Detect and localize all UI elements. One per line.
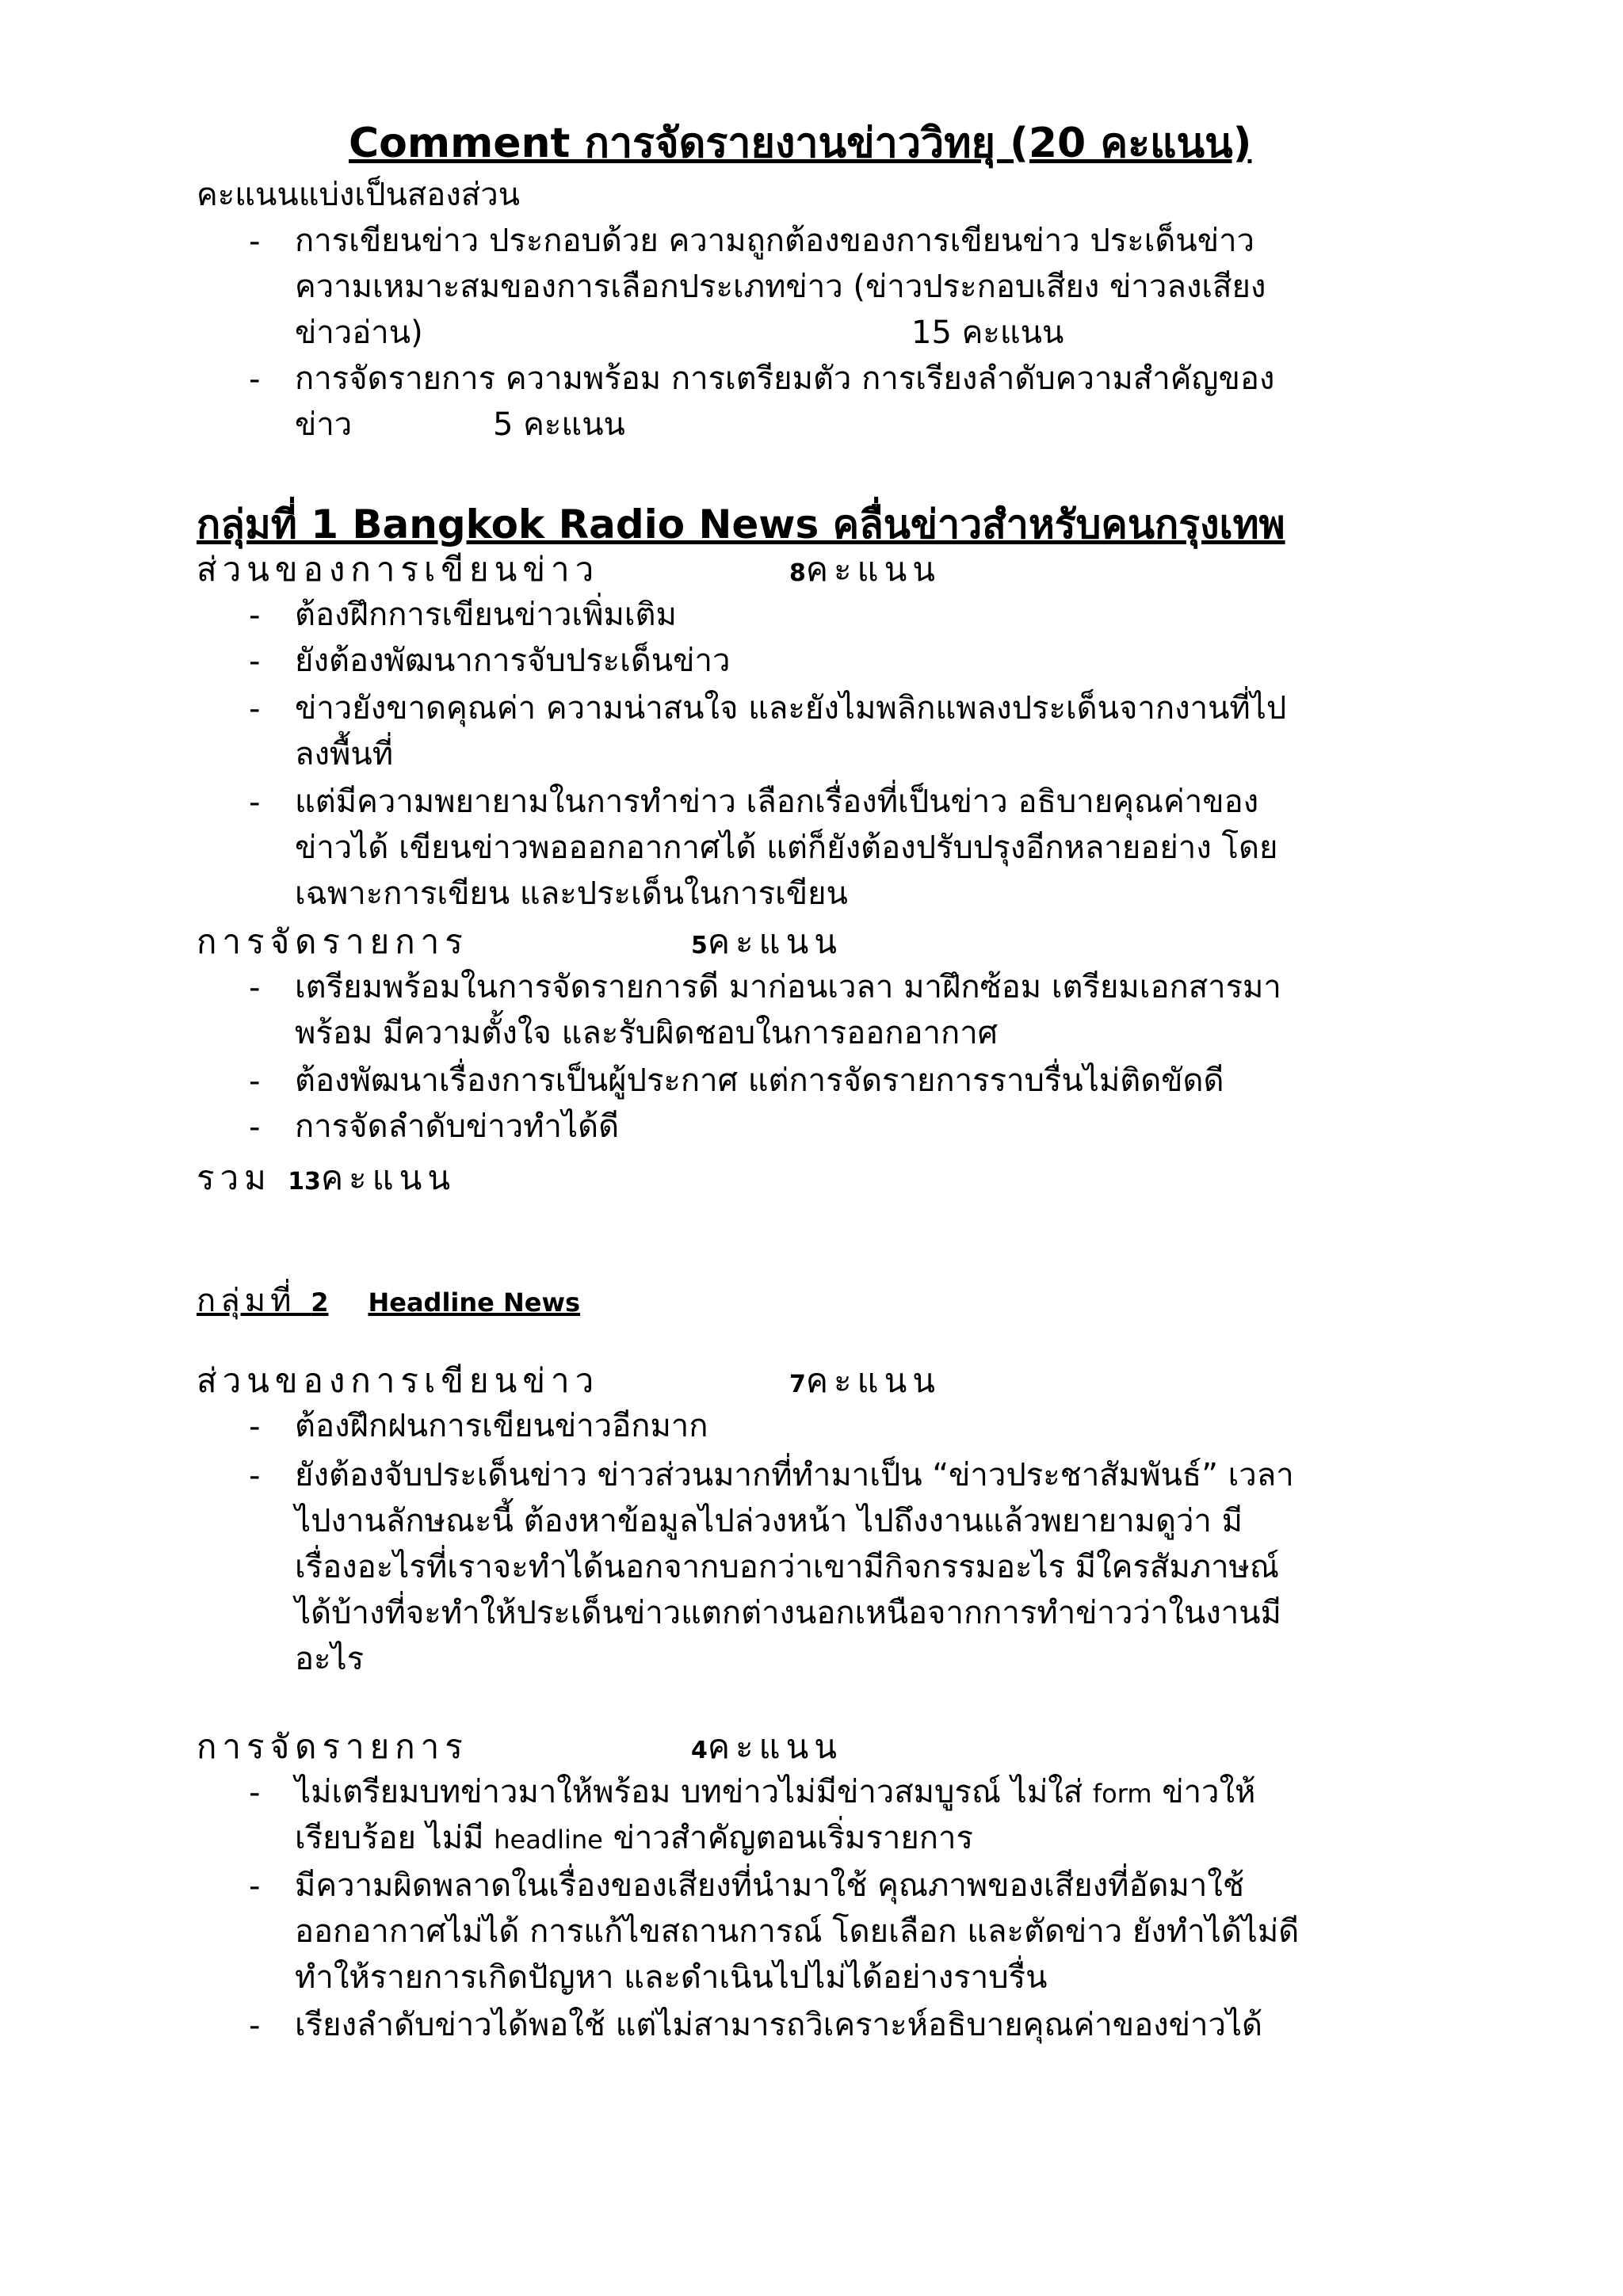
g1-writing-item-4-line-1: แต่มีความพยายามในการทำข่าว เลือกเรื่องที่เป็นข่าว อธิบายคุณค่าของ (295, 784, 1259, 820)
intro-item-1-line-3: ข่าวอ่าน) (295, 315, 423, 351)
text-segment: ไม่เตรียมบทข่าวมาให้พร้อม บทข่าวไม่มีข่าวสมบูรณ์ ไม่ใส่ (295, 1774, 1093, 1810)
g1-writing-item-3-line-1: ข่าวยังขาดคุณค่า ความน่าสนใจ และยังไมพลิกแพลงประเด็นจากงานที่ไป (295, 690, 1287, 727)
score-unit: คะแนน (707, 1727, 843, 1766)
bullet-dash: - (249, 223, 261, 260)
score-number: 8 (789, 559, 806, 587)
g2-writing-item-2-line-4: ได้บ้างที่จะทำให้ประเด็นข่าวแตกต่างนอกเหนือจากการทำข่าวว่าในงานมี (295, 1595, 1281, 1631)
bullet-dash: - (249, 1109, 261, 1146)
bullet-dash: - (249, 1409, 261, 1445)
text-segment: เรียบร้อย ไม่มี (295, 1820, 495, 1856)
g1-program-item-3: การจัดลำดับข่าวทำได้ดี (295, 1108, 620, 1145)
bullet-dash: - (249, 691, 261, 727)
g1-writing-item-1: ต้องฝึกการเขียนข่าวเพิ่มเติม (295, 597, 677, 633)
g2-program-item-1-line-2 (295, 1819, 973, 1857)
g2-program-item-2-line-3: ทำให้รายการเกิดปัญหา และดำเนินไปไม่ได้อย่างราบรื่น (295, 1959, 1048, 1996)
g2-writing-item-2-line-5: อะไร (295, 1641, 365, 1677)
text-segment: ข่าวสำคัญตอนเริ่มรายการ (602, 1820, 973, 1856)
inline-english: headline (494, 1825, 603, 1855)
group-2-heading-en: Headline News (368, 1287, 581, 1318)
score-number: 5 (691, 932, 708, 959)
group-1-program-label: การจัดรายการ (197, 922, 468, 961)
bullet-dash: - (249, 1063, 261, 1100)
g2-program-item-2-line-1: มีความผิดพลาดในเรื่องของเสียงที่นำมาใช้ คุณภาพของเสียงที่อัดมาใช้ (295, 1867, 1244, 1904)
group-2-program-score (691, 1727, 842, 1767)
g1-program-item-1-line-1: เตรียมพร้อมในการจัดรายการดี มาก่อนเวลา มาฝึกซ้อม เตรียมเอกสารมา (295, 969, 1281, 1005)
g2-writing-item-2-line-3: เรื่องอะไรที่เราจะทำได้นอกจากบอกว่าเขามีกิจกรรมอะไร มีใครสัมภาษณ์ (295, 1549, 1280, 1585)
g2-program-item-1-line-1 (295, 1773, 1255, 1811)
bullet-dash: - (249, 2008, 261, 2044)
total-label: รวม (197, 1158, 272, 1197)
intro-item-2-line-2: ข่าว (295, 406, 353, 443)
bullet-dash: - (249, 361, 261, 398)
group-2-heading-num: 2 (311, 1287, 329, 1318)
intro-item-1-score: 15 คะแนน (911, 315, 1064, 351)
inline-english: form (1092, 1779, 1152, 1809)
score-number: 7 (789, 1371, 806, 1398)
g1-writing-item-3-line-2: ลงพื้นที่ (295, 736, 394, 772)
g2-writing-item-2-line-2: ไปงานลักษณะนี้ ต้องหาข้อมูลไปล่วงหน้า ไปถึงงานแล้วพยายามดูว่า มี (295, 1503, 1243, 1539)
group-1-writing-label: ส่วนของการเขียนข่าว (197, 550, 600, 589)
group-2-program-label: การจัดรายการ (197, 1727, 468, 1766)
group-1-program-score (691, 922, 842, 962)
intro-item-1-line-2: ความเหมาะสมของการเลือกประเภทข่าว (ข่าวประกอบเสียง ข่าวลงเสียง (295, 269, 1266, 305)
intro-item-2-line-1: การจัดรายการ ความพร้อม การเตรียมตัว การเรียงลำดับความสำคัญของ (295, 360, 1275, 397)
total-number: 13 (288, 1168, 321, 1196)
bullet-dash: - (249, 784, 261, 821)
intro-item-2-score: 5 คะแนน (493, 406, 625, 443)
group-1-total (197, 1158, 456, 1198)
group-1-writing-score (789, 550, 941, 589)
score-unit: คะแนน (805, 1361, 941, 1400)
bullet-dash: - (249, 1775, 261, 1811)
bullet-dash: - (249, 970, 261, 1006)
group-2-writing-label: ส่วนของการเขียนข่าว (197, 1361, 600, 1400)
text-segment: ข่าวให้ (1151, 1774, 1256, 1810)
group-2-heading-th: กลุ่มที่ (197, 1283, 296, 1319)
intro-item-1-line-1: การเขียนข่าว ประกอบด้วย ความถูกต้องของการเขียนข่าว ประเด็นข่าว (295, 223, 1254, 259)
page-title: Comment การจัดรายงานข่าววิทยุ (20 คะแนน) (349, 120, 1252, 167)
intro-heading: คะแนนแบ่งเป็นสองส่วน (197, 177, 521, 213)
g1-writing-item-2: ยังต้องพัฒนาการจับประเด็นข่าว (295, 643, 731, 679)
group-2-heading (197, 1282, 580, 1320)
score-number: 4 (691, 1737, 708, 1764)
g1-program-item-2: ต้องพัฒนาเรื่องการเป็นผู้ประกาศ แต่การจัดรายการราบรื่นไม่ติดขัดดี (295, 1062, 1224, 1099)
total-unit: คะแนน (320, 1158, 456, 1197)
group-1-heading: กลุ่มที่ 1 Bangkok Radio News คลื่นข่าวสำหรับคนกรุงเทพ (197, 502, 1285, 547)
g1-program-item-1-line-2: พร้อม มีความตั้งใจ และรับผิดชอบในการออกอากาศ (295, 1015, 999, 1051)
bullet-dash: - (249, 643, 261, 680)
score-unit: คะแนน (707, 922, 843, 961)
group-2-writing-score (789, 1361, 941, 1401)
g2-program-item-3: เรียงลำดับข่าวได้พอใช้ แต่ไม่สามารถวิเคราะห์อธิบายคุณค่าของข่าวได้ (295, 2007, 1263, 2043)
bullet-dash: - (249, 1868, 261, 1905)
g1-writing-item-4-line-2: ข่าวได้ เขียนข่าวพอออกอากาศได้ แต่ก็ยังต้องปรับปรุงอีกหลายอย่าง โดย (295, 830, 1278, 866)
score-unit: คะแนน (805, 550, 941, 589)
g2-writing-item-1: ต้องฝึกฝนการเขียนข่าวอีกมาก (295, 1408, 708, 1444)
g2-writing-item-2-line-1: ยังต้องจับประเด็นข่าว ข่าวส่วนมากที่ทำมาเป็น “ข่าวประชาสัมพันธ์” เวลา (295, 1457, 1294, 1493)
g2-program-item-2-line-2: ออกอากาศไม่ได้ การแก้ไขสถานการณ์ โดยเลือก และตัดข่าว ยังทำได้ไม่ดี (295, 1913, 1300, 1950)
bullet-dash: - (249, 1458, 261, 1494)
g1-writing-item-4-line-3: เฉพาะการเขียน และประเด็นในการเขียน (295, 875, 848, 912)
bullet-dash: - (249, 597, 261, 634)
